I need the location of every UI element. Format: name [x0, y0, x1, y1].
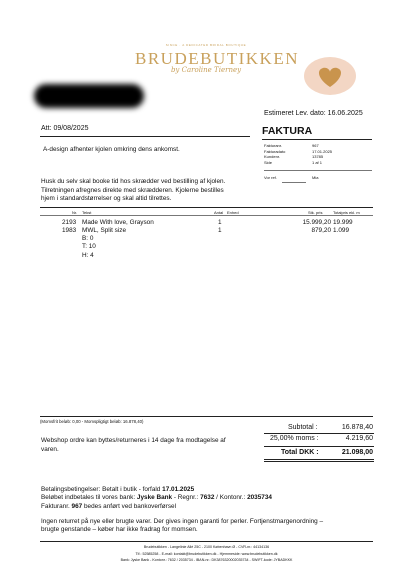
- item-price: 15.999,20: [302, 219, 331, 226]
- measurement-line: T: 10: [82, 243, 96, 251]
- item-total: 19.999: [333, 219, 353, 226]
- table-top-rule: [40, 207, 373, 208]
- col-header-enhed: Enhed: [227, 210, 239, 215]
- vor-ref-value: Mia: [312, 175, 319, 180]
- meta-row: [264, 160, 374, 166]
- payment-ref-nr: 967: [71, 502, 83, 510]
- invoice-meta: [264, 143, 374, 165]
- table-bottom-rule: [40, 416, 373, 417]
- webshop-note: [41, 437, 226, 454]
- webshop-line: varen.: [41, 445, 59, 453]
- disclaimer-line: Ingen returret på nye eller brugte varer. Der gives ingen garanti for perler. Fortjenstmargenordning –: [41, 518, 324, 525]
- note-pickup: A-design afhenter kjolen omkring dens ankomst.: [43, 146, 180, 153]
- logo-tagline: SINCE · A DEDICATED BRIDAL BOUTIQUE: [165, 43, 247, 47]
- att-line: Att: 09/08/2025: [41, 125, 89, 132]
- note-line: hjem i standardstørrelser og skal altid tilrettes.: [41, 195, 172, 202]
- payment-bank: Jyske Bank: [136, 494, 173, 502]
- measurements: [82, 235, 96, 260]
- vat-value: 4.219,60: [345, 435, 373, 442]
- meta-value: 17.01.2025: [312, 148, 333, 154]
- payment-terms-text: Betalingsbetingelser: Betalt i butik - forfald: [41, 486, 163, 493]
- vor-ref-underline: [282, 182, 306, 183]
- footer-line: Brudebutikken - Langelinie Allé 25C - 2100 København Ø - CVR-nr.: 44134136: [143, 545, 270, 549]
- item-text: MWL, Split size: [82, 227, 127, 234]
- vat-rule: [264, 446, 374, 447]
- subtotal-rule: [264, 433, 374, 434]
- heart-icon: [304, 57, 356, 95]
- payment-bank-prefix: Beløbet indbetales til vores bank:: [41, 494, 137, 502]
- total-value: 21.098,00: [341, 449, 373, 456]
- vor-ref-label: Vor ref.: [264, 175, 277, 180]
- meta-divider: [264, 170, 372, 171]
- total-rule-1: [264, 459, 374, 460]
- payment-konto-label: / Kontonr.:: [214, 494, 248, 502]
- col-header-antal: Antal: [214, 210, 224, 215]
- item-price: 879,20: [311, 227, 331, 234]
- footer-rule: [40, 541, 373, 542]
- item-total: 1.099: [333, 227, 349, 234]
- table-header-rule: [40, 215, 373, 216]
- subtotal-value: 16.878,40: [341, 424, 373, 431]
- col-header-stk-pris: Stk. pris: [308, 210, 323, 215]
- measurement-line: H: 4: [82, 251, 94, 259]
- payment-due-date: 17.01.2025: [162, 486, 195, 493]
- vor-ref-row: [264, 175, 318, 180]
- meta-label: Fakturadato: [264, 148, 286, 154]
- webshop-line: Webshop ordre kan byttes/returneres i 14 dage fra modtagelse af: [41, 437, 226, 444]
- item-text: Made With love, Grayson: [82, 219, 154, 226]
- title-divider: [262, 139, 372, 140]
- payment-ref-suffix: bedes anført ved bankoverførsel: [82, 502, 176, 510]
- col-header-tekst: Tekst: [82, 210, 92, 215]
- meta-value: 967: [312, 143, 319, 148]
- footer-line: Bank: Jyske Bank - Kontonr.: 7632 / 2035734 - IBAN-nr.: DK3876320002035734 - SWIFT-kode: JYBADKKK: [120, 558, 293, 563]
- item-nr: 2193: [62, 219, 77, 226]
- estimated-delivery: Estimeret Lev. dato: 16.06.2025: [264, 110, 363, 117]
- col-header-nr: Nr.: [72, 210, 78, 215]
- payment-line-2: [41, 494, 272, 502]
- vat-breakdown-note: (Momsfrit beløb: 0,00 - Momspligtigt beløb: 16.878,40): [40, 419, 144, 424]
- note-line: Husk du selv skal booke tid hos skrædder ved bestilling af kjolen.: [41, 178, 226, 185]
- payment-kontonr: 2035734: [247, 494, 272, 502]
- footer: [40, 544, 373, 564]
- item-nr: 1983: [62, 227, 77, 234]
- meta-value: 13785: [312, 154, 324, 159]
- total-label: Total DKK :: [281, 449, 319, 456]
- payment-terms: [41, 486, 272, 511]
- subtotal-label: Subtotal :: [288, 424, 318, 431]
- payment-regnr-label: - Regnr.:: [172, 494, 201, 502]
- item-qty: 1: [218, 227, 222, 234]
- footer-line: Tlf.: 52585258 - E-mail: kontakt@brudebutikken.dk - Hjemmeside: www.brudebutikken.dk: [135, 551, 278, 556]
- disclaimer-line: brugte genstande – køber har ikke fradrag for momsen.: [41, 526, 198, 534]
- payment-line-1: [41, 486, 272, 494]
- payment-ref-prefix: Fakturanr.: [41, 502, 72, 510]
- meta-label: Fakturanr.: [264, 143, 283, 148]
- invoice-title: FAKTURA: [262, 125, 313, 137]
- payment-regnr: 7632: [200, 494, 215, 502]
- payment-line-3: [41, 503, 272, 511]
- note-tailor: [41, 178, 225, 204]
- meta-label: Side: [264, 159, 273, 165]
- logo-script: by Caroline Tierney: [170, 66, 242, 74]
- item-qty: 1: [218, 219, 222, 226]
- meta-value: 1 af 1: [312, 159, 323, 165]
- col-header-total: Totalpris ekl. m: [333, 210, 360, 215]
- measurement-line: B: 0: [82, 235, 94, 242]
- note-line: Tilretningen afregnes direkte med skrædderen. Kjolerne bestilles: [41, 186, 224, 194]
- heart-badge: [304, 57, 356, 95]
- vat-label: 25,00% moms :: [270, 435, 319, 442]
- redacted-address: [34, 84, 144, 108]
- disclaimer: [41, 518, 323, 535]
- meta-label: Kundenr.: [264, 154, 281, 159]
- att-divider: [40, 136, 250, 137]
- logo-name: BRUDEBUTIKKEN: [135, 49, 299, 68]
- total-rule-2: [264, 461, 374, 462]
